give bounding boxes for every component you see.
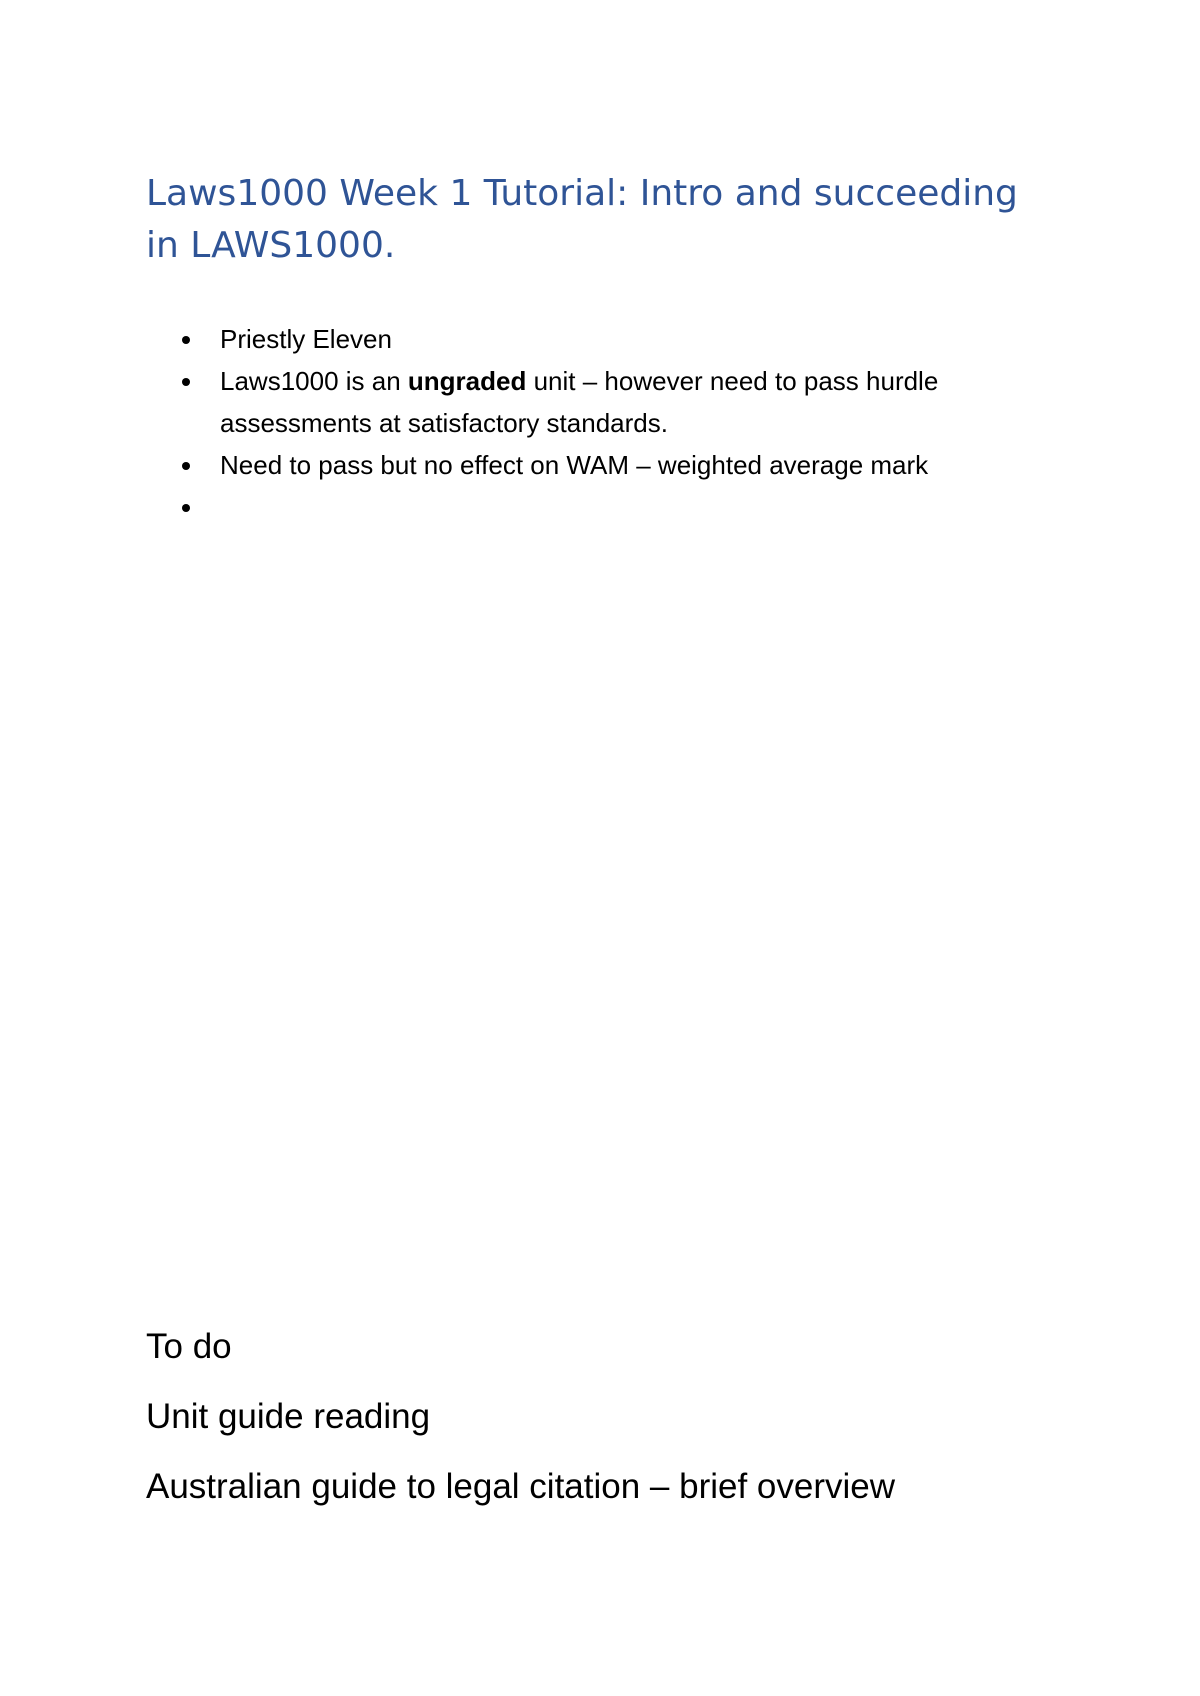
bullet-item [160,318,1060,360]
todo-section [146,1312,1096,1522]
bullet-text-after: unit – however need to pass hurdle assessments at satisfactory standards. [220,366,939,438]
bullet-item-empty [160,486,1060,528]
bullet-icon [182,378,190,386]
todo-heading: To do [146,1327,232,1366]
bullet-text: Priestly Eleven [220,324,392,354]
bullet-bold-text: ungraded [407,366,527,396]
bullet-item [160,444,1060,486]
bullet-icon [182,336,190,344]
bullet-text: Need to pass but no effect on WAM – weighted average mark [220,450,929,480]
todo-item: Unit guide reading [146,1397,431,1436]
bullet-text-before: Laws1000 is an [220,366,408,396]
todo-item: Australian guide to legal citation – brief overview [146,1467,896,1506]
bullet-icon [182,462,190,470]
document-title: Laws1000 Week 1 Tutorial: Intro and succeeding in LAWS1000. [146,173,1018,266]
bullet-item [160,360,1060,444]
bullet-list [160,318,1060,528]
bullet-icon [182,504,190,512]
